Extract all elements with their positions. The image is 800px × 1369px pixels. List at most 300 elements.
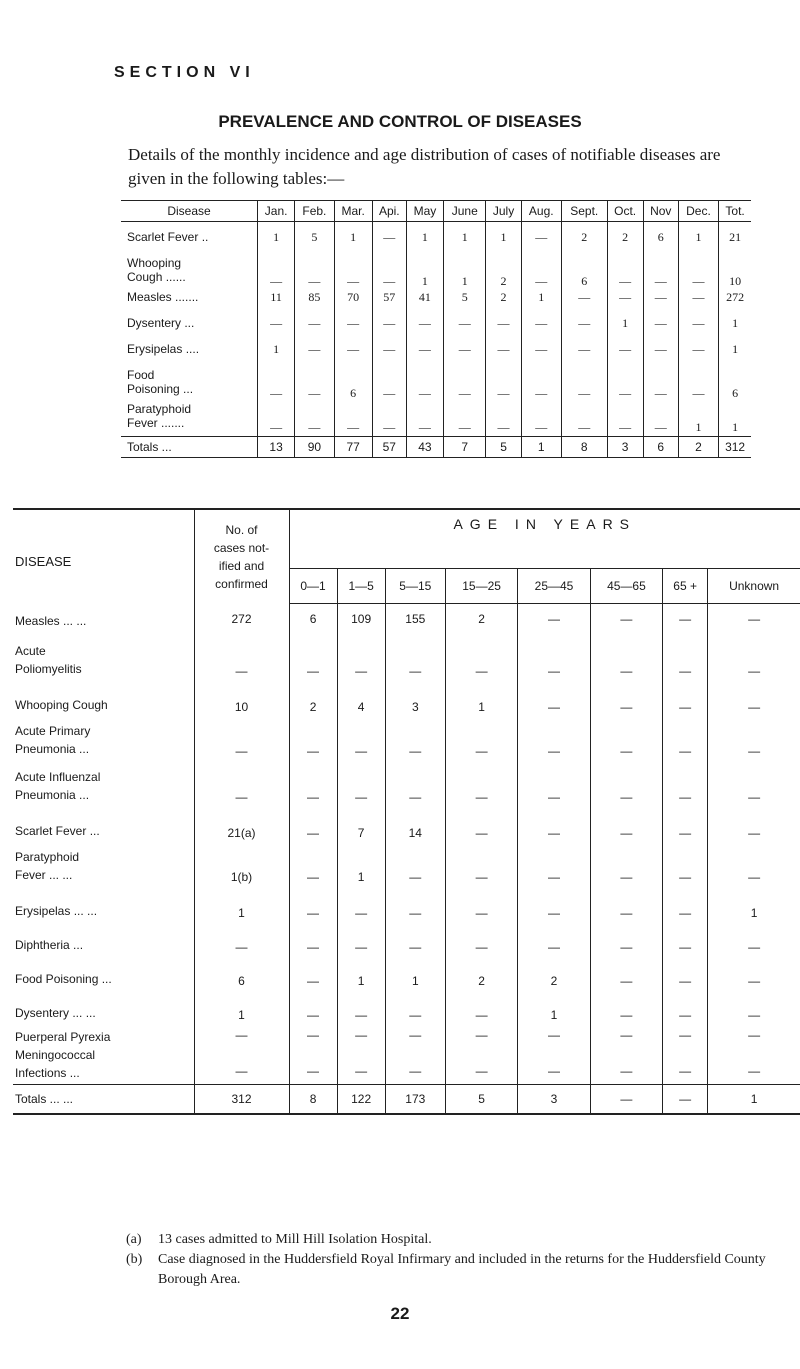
disease-name-line: Measles ... ...	[15, 613, 87, 628]
table-row	[13, 760, 800, 806]
age-count-cell: —	[590, 806, 662, 840]
age-count-cell: 2	[289, 680, 337, 714]
age-count-line: —	[235, 1028, 248, 1042]
monthly-count-cell: —	[444, 368, 486, 402]
age-count-cell: 6	[194, 954, 289, 988]
age-count-cell: —	[385, 988, 445, 1022]
disease-name	[13, 988, 194, 1022]
age-count-cell: —	[663, 920, 708, 954]
monthly-count-cell: 2	[486, 256, 521, 290]
table-row	[121, 290, 751, 316]
month-header: Feb.	[295, 201, 334, 222]
table-row	[13, 806, 800, 840]
age-count-cell: —	[663, 954, 708, 988]
age-count-cell: —	[663, 634, 708, 680]
age-count-cell: —	[663, 714, 708, 760]
disease-name	[13, 680, 194, 714]
monthly-count-cell: —	[334, 402, 372, 437]
age-count-cell: —	[194, 714, 289, 760]
disease-name-line: Whooping	[127, 256, 182, 270]
disease-column-header: DISEASE	[15, 554, 72, 570]
age-count-cell: —	[518, 680, 590, 714]
footnote-text: Case diagnosed in the Huddersfield Royal Infirmary and included in the returns for the Huddersfield County Borough Area.	[158, 1252, 766, 1287]
monthly-count-cell: —	[607, 290, 643, 316]
age-count-cell: —	[708, 604, 800, 635]
monthly-count-cell: —	[334, 256, 372, 290]
total-cell: 43	[406, 437, 443, 458]
monthly-count-cell: 1	[678, 222, 718, 257]
disease-name-text: Measles .......	[127, 290, 199, 304]
age-count-cell: —	[663, 680, 708, 714]
monthly-count-cell: 1	[334, 222, 372, 257]
monthly-count-cell: 1	[607, 316, 643, 342]
disease-name	[13, 886, 194, 920]
age-count-cell: —	[663, 806, 708, 840]
month-header: Sept.	[561, 201, 607, 222]
disease-name-line: Acute Primary	[15, 724, 91, 738]
disease-name-line: Food	[127, 368, 155, 382]
age-count-cell: 2	[518, 954, 590, 988]
table-row	[13, 1022, 800, 1085]
age-count-cell: 1	[518, 988, 590, 1022]
monthly-count-cell: —	[334, 316, 372, 342]
monthly-count-cell: 1	[719, 402, 751, 437]
disease-name-line: Dysentery ... ...	[15, 1006, 96, 1020]
age-count-cell: —	[289, 634, 337, 680]
monthly-count-cell: 6	[643, 222, 678, 257]
age-group-header: 15—25	[445, 569, 517, 604]
month-header: Aug.	[521, 201, 561, 222]
age-count-cell: —	[518, 886, 590, 920]
total-cell: —	[663, 1085, 708, 1115]
footnote-key: (a)	[126, 1232, 142, 1247]
disease-name-text: Dysentery ...	[127, 316, 195, 330]
monthly-count-cell: —	[678, 368, 718, 402]
disease-name-line: Whooping Cough	[15, 698, 108, 712]
table-row	[121, 256, 751, 290]
age-count-cell: —	[518, 714, 590, 760]
monthly-count-cell: —	[406, 316, 443, 342]
table-row	[121, 222, 751, 257]
monthly-count-cell: 5	[295, 222, 334, 257]
age-count-cell: 3	[385, 680, 445, 714]
monthly-count-cell: —	[607, 256, 643, 290]
disease-name-text: Erysipelas ....	[127, 342, 200, 356]
total-cell: 77	[334, 437, 372, 458]
age-count-line: —	[355, 1028, 368, 1042]
monthly-count-cell: 57	[372, 290, 406, 316]
monthly-count-cell: 5	[444, 290, 486, 316]
cases-header-line: No. of	[225, 522, 258, 537]
age-count-cell	[518, 1022, 590, 1085]
age-count-cell: 1	[708, 886, 800, 920]
total-cell: 173	[385, 1085, 445, 1115]
age-count-cell	[445, 1022, 517, 1085]
disease-name-line: Poisoning ...	[127, 382, 194, 396]
monthly-count-cell: —	[444, 316, 486, 342]
age-count-cell: —	[385, 760, 445, 806]
table-row	[13, 634, 800, 680]
total-cell: 8	[561, 437, 607, 458]
age-count-cell: —	[337, 886, 385, 920]
age-count-cell: —	[663, 886, 708, 920]
age-count-line: —	[679, 1028, 692, 1042]
monthly-count-cell: —	[521, 222, 561, 257]
table-row	[121, 342, 751, 368]
monthly-count-cell: 6	[719, 368, 751, 402]
section-heading: SECTION VI	[114, 64, 255, 81]
age-count-line: —	[748, 1064, 761, 1078]
monthly-count-cell: 1	[444, 222, 486, 257]
footnote-a	[126, 1230, 766, 1250]
monthly-count-cell: —	[607, 402, 643, 437]
age-count-cell: 1	[385, 954, 445, 988]
monthly-count-cell: —	[334, 342, 372, 368]
age-count-cell: 1	[337, 840, 385, 886]
monthly-count-cell: —	[295, 256, 334, 290]
disease-name	[13, 1022, 194, 1085]
age-count-cell: —	[289, 988, 337, 1022]
cases-header-line: confirmed	[215, 576, 268, 591]
total-cell: 1	[708, 1085, 800, 1115]
disease-name-line: Poliomyelitis	[15, 662, 82, 676]
monthly-count-cell: —	[295, 316, 334, 342]
age-count-cell	[385, 1022, 445, 1085]
age-count-cell: —	[385, 920, 445, 954]
monthly-count-cell: —	[444, 402, 486, 437]
totals-label: Totals ... ...	[13, 1085, 194, 1115]
age-count-cell: 14	[385, 806, 445, 840]
monthly-count-cell: —	[372, 368, 406, 402]
monthly-count-cell: 6	[561, 256, 607, 290]
monthly-count-cell: —	[372, 256, 406, 290]
age-count-cell: —	[445, 886, 517, 920]
age-count-cell: —	[708, 760, 800, 806]
monthly-count-cell: —	[406, 368, 443, 402]
age-count-line: —	[548, 1028, 561, 1042]
monthly-count-cell: 21	[719, 222, 751, 257]
age-count-cell	[289, 1022, 337, 1085]
monthly-count-cell: —	[561, 402, 607, 437]
monthly-incidence-table	[121, 200, 751, 458]
monthly-count-cell: —	[372, 402, 406, 437]
age-count-cell: —	[590, 760, 662, 806]
age-count-cell: —	[445, 840, 517, 886]
monthly-count-cell: —	[521, 316, 561, 342]
footnotes	[126, 1230, 766, 1290]
monthly-count-cell: —	[607, 342, 643, 368]
monthly-count-cell: —	[372, 342, 406, 368]
age-count-cell: —	[289, 714, 337, 760]
age-count-cell: —	[663, 988, 708, 1022]
age-count-cell: —	[445, 760, 517, 806]
monthly-count-cell: —	[295, 402, 334, 437]
month-header: Mar.	[334, 201, 372, 222]
monthly-count-cell: —	[678, 316, 718, 342]
monthly-count-cell: —	[444, 342, 486, 368]
monthly-count-cell: —	[561, 342, 607, 368]
total-cell: 8	[289, 1085, 337, 1115]
age-count-cell: —	[194, 634, 289, 680]
monthly-count-cell: —	[258, 256, 295, 290]
disease-name	[13, 920, 194, 954]
page-title: PREVALENCE AND CONTROL OF DISEASES	[218, 112, 582, 131]
age-count-cell: —	[445, 920, 517, 954]
total-cell: 122	[337, 1085, 385, 1115]
age-count-cell: —	[708, 714, 800, 760]
monthly-count-cell: —	[521, 342, 561, 368]
disease-name	[121, 402, 258, 437]
age-group-header: 65 +	[663, 569, 708, 604]
age-group-header: Unknown	[708, 569, 800, 604]
age-count-line: —	[355, 1064, 368, 1078]
age-count-cell: 6	[289, 604, 337, 635]
footnote-b	[126, 1250, 766, 1290]
disease-name	[13, 714, 194, 760]
table-row	[13, 680, 800, 714]
month-header: Nov	[643, 201, 678, 222]
age-count-cell	[708, 1022, 800, 1085]
disease-column-header: Disease	[121, 201, 258, 222]
age-count-cell: —	[445, 806, 517, 840]
total-cell: 3	[518, 1085, 590, 1115]
age-count-cell	[663, 1022, 708, 1085]
monthly-count-cell: —	[372, 316, 406, 342]
disease-name-line: Infections ...	[15, 1066, 80, 1080]
monthly-count-cell: 6	[334, 368, 372, 402]
table-row	[13, 604, 800, 635]
age-count-line: —	[409, 1028, 422, 1042]
age-count-cell	[590, 1022, 662, 1085]
age-count-line: —	[548, 1064, 561, 1078]
age-count-cell: 109	[337, 604, 385, 635]
total-cell: 6	[643, 437, 678, 458]
monthly-count-cell: —	[678, 256, 718, 290]
age-count-line: —	[620, 1064, 633, 1078]
monthly-count-cell: 1	[406, 222, 443, 257]
total-cell: 312	[194, 1085, 289, 1115]
age-count-line: —	[307, 1064, 320, 1078]
disease-name	[13, 634, 194, 680]
disease-name-line: Fever .......	[127, 416, 185, 430]
table-row	[13, 920, 800, 954]
total-cell: —	[590, 1085, 662, 1115]
monthly-count-cell: 1	[406, 256, 443, 290]
monthly-count-cell: 2	[486, 290, 521, 316]
monthly-count-cell: —	[643, 368, 678, 402]
disease-name-line: Diphtheria ...	[15, 938, 84, 952]
age-group-header: 5—15	[385, 569, 445, 604]
total-cell: 3	[607, 437, 643, 458]
monthly-count-cell: —	[521, 256, 561, 290]
monthly-table-header	[121, 201, 751, 222]
age-count-cell: —	[385, 886, 445, 920]
age-count-line: —	[475, 1064, 488, 1078]
age-count-cell: —	[590, 988, 662, 1022]
age-count-cell: —	[518, 920, 590, 954]
totals-label: Totals ...	[121, 437, 258, 458]
disease-name-line: Acute	[15, 644, 46, 658]
age-count-cell: —	[708, 988, 800, 1022]
table-row	[121, 316, 751, 342]
disease-name-line: Acute Influenzal	[15, 770, 101, 784]
monthly-count-cell: —	[258, 368, 295, 402]
total-cell: 13	[258, 437, 295, 458]
monthly-count-cell: 1	[258, 222, 295, 257]
footnote-text: 13 cases admitted to Mill Hill Isolation Hospital.	[158, 1232, 432, 1247]
age-count-cell: —	[337, 760, 385, 806]
table-row	[13, 714, 800, 760]
age-count-cell: 2	[445, 954, 517, 988]
monthly-count-cell: —	[678, 342, 718, 368]
monthly-count-cell: 1	[719, 342, 751, 368]
disease-name-line: Scarlet Fever ...	[15, 824, 100, 838]
monthly-count-cell: —	[295, 342, 334, 368]
month-header: Dec.	[678, 201, 718, 222]
monthly-count-cell: —	[521, 368, 561, 402]
age-count-cell: —	[590, 680, 662, 714]
age-count-cell: —	[708, 840, 800, 886]
disease-name	[13, 604, 194, 635]
monthly-count-cell: —	[643, 290, 678, 316]
age-count-cell: —	[289, 886, 337, 920]
age-count-cell: —	[385, 840, 445, 886]
monthly-count-cell: —	[295, 368, 334, 402]
age-group-header: 1—5	[337, 569, 385, 604]
age-count-line: —	[679, 1064, 692, 1078]
age-count-cell: —	[385, 714, 445, 760]
monthly-count-cell: 2	[607, 222, 643, 257]
disease-name	[121, 342, 258, 368]
age-count-cell: —	[518, 760, 590, 806]
disease-name	[121, 222, 258, 257]
age-count-line: —	[620, 1028, 633, 1042]
disease-name-line: Paratyphoid	[15, 850, 80, 864]
monthly-count-cell: 1	[486, 222, 521, 257]
age-count-cell: 7	[337, 806, 385, 840]
age-count-cell: —	[663, 840, 708, 886]
age-count-cell: —	[289, 954, 337, 988]
table-row	[121, 368, 751, 402]
disease-name-line: Erysipelas ... ...	[15, 904, 98, 918]
disease-name	[13, 954, 194, 988]
age-count-cell: 4	[337, 680, 385, 714]
table-row	[13, 988, 800, 1022]
age-count-cell: —	[590, 604, 662, 635]
table-row	[13, 954, 800, 988]
age-count-cell: —	[445, 714, 517, 760]
disease-name-line: Paratyphoid	[127, 402, 192, 416]
age-count-cell: —	[289, 840, 337, 886]
monthly-count-cell: —	[607, 368, 643, 402]
age-count-cell: —	[590, 920, 662, 954]
total-cell: 2	[678, 437, 718, 458]
age-in-years-header: AGE IN YEARS	[289, 509, 800, 569]
monthly-count-cell: 1	[678, 402, 718, 437]
page-number: 22	[390, 1304, 410, 1323]
age-count-cell: —	[518, 840, 590, 886]
age-count-cell: 2	[445, 604, 517, 635]
age-count-cell: —	[590, 886, 662, 920]
monthly-count-cell: 1	[719, 316, 751, 342]
age-count-cell: —	[194, 760, 289, 806]
table-row	[13, 886, 800, 920]
age-count-cell: 155	[385, 604, 445, 635]
total-cell: 5	[486, 437, 521, 458]
disease-name-line: Food Poisoning ...	[15, 972, 112, 986]
disease-name-line: Cough ......	[127, 270, 186, 284]
footnote-key: (b)	[126, 1252, 143, 1267]
month-header: July	[486, 201, 521, 222]
total-cell: 57	[372, 437, 406, 458]
age-count-cell: —	[663, 604, 708, 635]
monthly-count-cell: —	[406, 342, 443, 368]
age-count-cell: —	[337, 714, 385, 760]
monthly-count-cell: —	[258, 316, 295, 342]
monthly-count-cell: —	[643, 256, 678, 290]
age-count-cell: —	[590, 840, 662, 886]
month-header: May	[406, 201, 443, 222]
monthly-count-cell: 272	[719, 290, 751, 316]
monthly-count-cell: 70	[334, 290, 372, 316]
age-count-cell: —	[289, 806, 337, 840]
monthly-count-cell: 2	[561, 222, 607, 257]
monthly-count-cell: —	[561, 368, 607, 402]
age-count-cell: —	[518, 604, 590, 635]
age-count-cell: —	[337, 634, 385, 680]
age-count-cell: 10	[194, 680, 289, 714]
totals-row	[13, 1085, 800, 1115]
age-distribution-table	[13, 508, 800, 1115]
disease-name-line: Pneumonia ...	[15, 742, 90, 756]
monthly-count-cell: 11	[258, 290, 295, 316]
monthly-count-cell: —	[486, 316, 521, 342]
age-count-cell: 1	[445, 680, 517, 714]
age-count-cell	[194, 1022, 289, 1085]
monthly-count-cell: 85	[295, 290, 334, 316]
totals-row	[121, 437, 751, 458]
table-row	[121, 402, 751, 437]
age-count-cell: —	[708, 680, 800, 714]
cases-header-line: ified and	[218, 558, 265, 573]
age-count-cell: —	[590, 954, 662, 988]
age-count-cell: —	[708, 806, 800, 840]
disease-name	[121, 316, 258, 342]
age-count-cell: —	[708, 954, 800, 988]
total-cell: 1	[521, 437, 561, 458]
disease-name-line: Meningococcal	[15, 1048, 96, 1062]
age-count-cell: —	[385, 634, 445, 680]
monthly-count-cell: —	[521, 402, 561, 437]
month-header: Tot.	[719, 201, 751, 222]
table-row	[13, 840, 800, 886]
age-count-cell: 1	[194, 988, 289, 1022]
age-count-cell: 21(a)	[194, 806, 289, 840]
cases-count-header	[194, 509, 289, 604]
age-count-line: —	[475, 1028, 488, 1042]
disease-name-text: Scarlet Fever ..	[127, 230, 209, 244]
monthly-count-cell: —	[561, 290, 607, 316]
cases-header-line: cases not-	[213, 540, 270, 555]
age-count-cell: —	[445, 634, 517, 680]
month-header: June	[444, 201, 486, 222]
age-count-cell: —	[194, 920, 289, 954]
monthly-count-cell: —	[372, 222, 406, 257]
age-count-cell: —	[445, 988, 517, 1022]
monthly-count-cell: —	[643, 402, 678, 437]
monthly-count-cell: —	[258, 402, 295, 437]
age-count-cell: —	[289, 760, 337, 806]
